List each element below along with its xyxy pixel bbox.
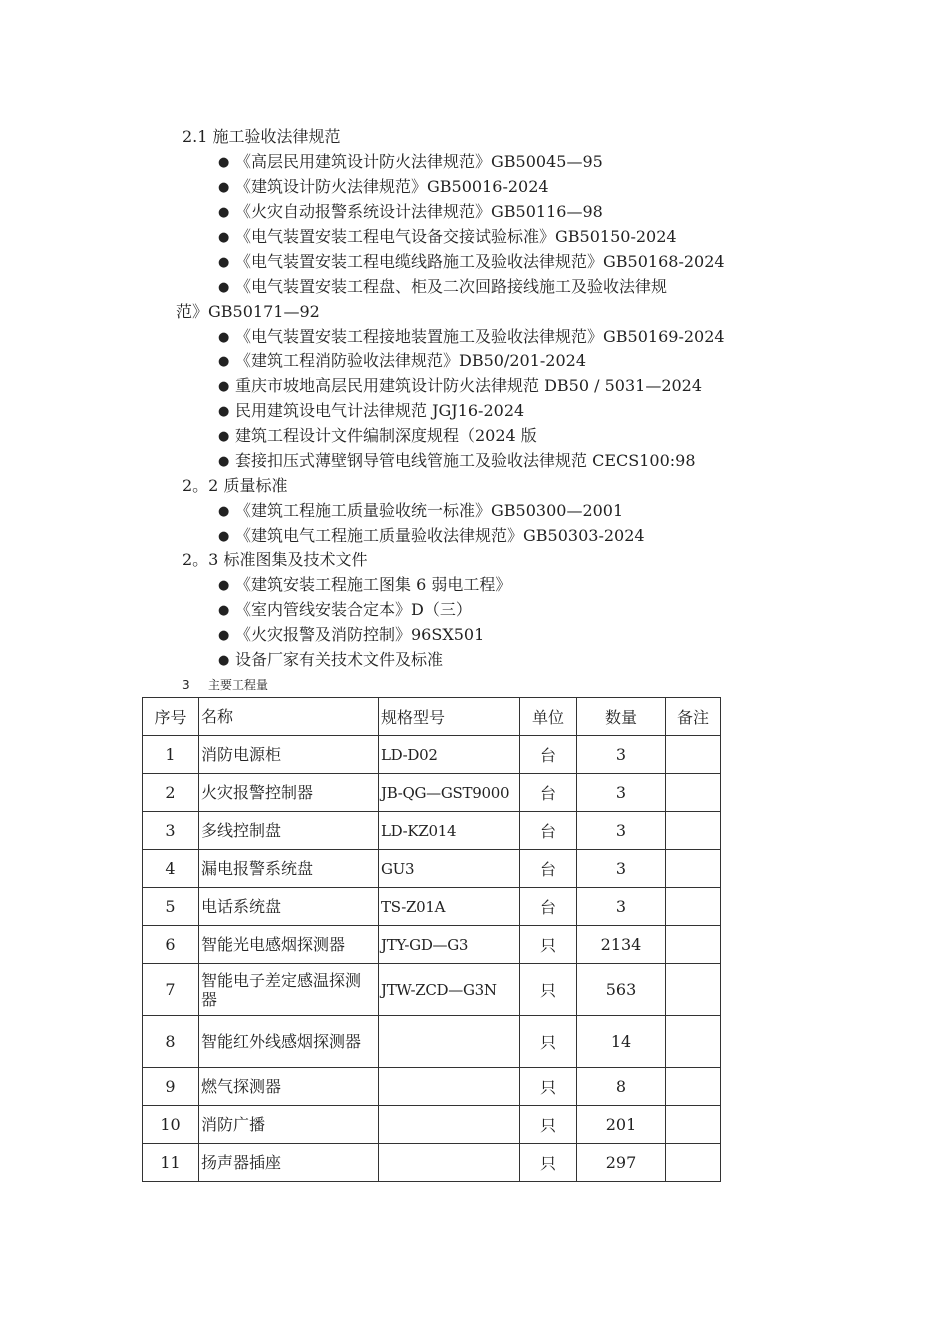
- cell-no: 11: [143, 1144, 199, 1182]
- list-item-text: 《高层民用建筑设计防火法律规范》GB50045—95: [235, 152, 603, 171]
- list-item-text: 《室内管线安装合定本》D（三）: [235, 600, 472, 619]
- list-item-text: 设备厂家有关技术文件及标准: [235, 650, 444, 669]
- cell-unit: 台: [520, 812, 577, 850]
- list-item: [218, 574, 511, 597]
- cell-note: [666, 1068, 721, 1106]
- cell-note: [666, 1016, 721, 1068]
- list-item-text: 《建筑电气工程施工质量验收法律规范》GB50303-2024: [235, 526, 645, 545]
- table-row: [143, 812, 721, 850]
- list-item-text: 《建筑设计防火法律规范》GB50016-2024: [235, 177, 549, 196]
- cell-no: 9: [143, 1068, 199, 1106]
- cell-no: 1: [143, 736, 199, 774]
- list-item: [218, 176, 549, 199]
- cell-spec: [379, 1144, 520, 1182]
- cell-note: [666, 1106, 721, 1144]
- table-row: [143, 774, 721, 812]
- cell-name: 智能光电感烟探测器: [199, 926, 379, 964]
- list-item-text: 《火灾报警及消防控制》96SX501: [235, 625, 485, 644]
- list-item-text: 建筑工程设计文件编制深度规程（2024 版: [235, 426, 537, 445]
- cell-name: 电话系统盘: [199, 888, 379, 926]
- list-item: [218, 326, 725, 349]
- list-item: [218, 400, 524, 423]
- cell-qty: 297: [577, 1144, 666, 1182]
- column-header-qty: 数量: [577, 698, 666, 736]
- table-title-text: 主要工程量: [208, 678, 269, 692]
- table-row: [143, 926, 721, 964]
- cell-spec: GU3: [379, 850, 520, 888]
- column-header-spec: 规格型号: [379, 698, 520, 736]
- cell-unit: 只: [520, 1068, 577, 1106]
- list-item: [218, 500, 623, 523]
- cell-unit: 台: [520, 850, 577, 888]
- list-item: [218, 425, 537, 448]
- list-item-text: 民用建筑设电气计法律规范 JGJ16-2024: [235, 401, 525, 420]
- cell-spec: [379, 1068, 520, 1106]
- cell-name: 漏电报警系统盘: [199, 850, 379, 888]
- cell-no: 2: [143, 774, 199, 812]
- list-item: [218, 599, 472, 622]
- bullet-icon: ●: [218, 155, 230, 170]
- cell-qty: 14: [577, 1016, 666, 1068]
- list-item-text: 《电气装置安装工程盘、柜及二次回路接线施工及验收法律规: [235, 277, 668, 296]
- bullet-icon: ●: [218, 330, 230, 345]
- cell-spec: [379, 1016, 520, 1068]
- bullet-icon: ●: [218, 404, 230, 419]
- cell-unit: 台: [520, 774, 577, 812]
- list-item-text: 重庆市坡地高层民用建筑设计防火法律规范 DB50 / 5031—2024: [235, 376, 703, 395]
- list-item: [218, 350, 586, 373]
- table-row: [143, 1106, 721, 1144]
- table-row: [143, 850, 721, 888]
- cell-qty: 563: [577, 964, 666, 1016]
- cell-qty: 3: [577, 774, 666, 812]
- list-item-text: 《建筑工程施工质量验收统一标准》GB50300—2001: [235, 501, 624, 520]
- list-item: [218, 375, 702, 398]
- cell-qty: 3: [577, 812, 666, 850]
- cell-unit: 只: [520, 926, 577, 964]
- list-item-text: 《建筑安装工程施工图集 6 弱电工程》: [235, 575, 512, 594]
- list-item: [218, 276, 667, 299]
- cell-unit: 只: [520, 1016, 577, 1068]
- cell-spec: LD-D02: [379, 736, 520, 774]
- cell-spec: JTY-GD—G3: [379, 926, 520, 964]
- section-heading-2-1: 2.1 施工验收法律规范: [182, 127, 341, 146]
- bullet-icon: ●: [218, 504, 230, 519]
- bullet-icon: ●: [218, 529, 230, 544]
- cell-no: 4: [143, 850, 199, 888]
- table-row: [143, 1016, 721, 1068]
- bullet-icon: ●: [218, 454, 230, 469]
- cell-note: [666, 1144, 721, 1182]
- cell-qty: 3: [577, 736, 666, 774]
- cell-note: [666, 926, 721, 964]
- cell-note: [666, 736, 721, 774]
- cell-unit: 只: [520, 1144, 577, 1182]
- bullet-icon: ●: [218, 280, 230, 295]
- list-item-text: 《电气装置安装工程接地装置施工及验收法律规范》GB50169-2024: [235, 327, 725, 346]
- cell-name: 扬声器插座: [199, 1144, 379, 1182]
- table-header-row: [143, 698, 721, 736]
- bullet-icon: ●: [218, 255, 230, 270]
- cell-note: [666, 888, 721, 926]
- table-title-number: 3: [182, 678, 190, 692]
- cell-no: 7: [143, 964, 199, 1016]
- bullet-icon: ●: [218, 603, 230, 618]
- cell-name: 智能红外线感烟探测器: [199, 1016, 379, 1068]
- bullet-icon: ●: [218, 205, 230, 220]
- cell-name: 燃气探测器: [199, 1068, 379, 1106]
- cell-name: 消防电源柜: [199, 736, 379, 774]
- cell-name: 多线控制盘: [199, 812, 379, 850]
- cell-no: 5: [143, 888, 199, 926]
- cell-unit: 只: [520, 1106, 577, 1144]
- table-title: [182, 676, 268, 694]
- cell-spec: JB-QG—GST9000: [379, 774, 520, 812]
- list-item: [218, 649, 443, 672]
- list-item: [218, 525, 645, 548]
- cell-qty: 201: [577, 1106, 666, 1144]
- cell-qty: 3: [577, 888, 666, 926]
- column-header-note: 备注: [666, 698, 721, 736]
- bullet-icon: ●: [218, 578, 230, 593]
- bullet-icon: ●: [218, 354, 230, 369]
- cell-no: 8: [143, 1016, 199, 1068]
- cell-no: 3: [143, 812, 199, 850]
- list-item-text: 《建筑工程消防验收法律规范》DB50/201-2024: [235, 351, 587, 370]
- cell-unit: 只: [520, 964, 577, 1016]
- cell-spec: LD-KZ014: [379, 812, 520, 850]
- cell-note: [666, 774, 721, 812]
- column-header-no: 序号: [143, 698, 199, 736]
- bullet-icon: ●: [218, 653, 230, 668]
- table-row: [143, 888, 721, 926]
- list-item: [218, 151, 603, 174]
- bullet-icon: ●: [218, 379, 230, 394]
- cell-spec: TS-Z01A: [379, 888, 520, 926]
- list-item: [218, 201, 603, 224]
- bullet-icon: ●: [218, 230, 230, 245]
- cell-qty: 2134: [577, 926, 666, 964]
- list-item-text: 《火灾自动报警系统设计法律规范》GB50116—98: [235, 202, 603, 221]
- cell-unit: 台: [520, 736, 577, 774]
- bullet-icon: ●: [218, 429, 230, 444]
- section-heading-2-3: 2。3 标准图集及技术文件: [182, 550, 368, 569]
- list-item: [218, 624, 484, 647]
- bullet-icon: ●: [218, 628, 230, 643]
- table-row: [143, 1068, 721, 1106]
- list-item-text: 《电气装置安装工程电缆线路施工及验收法律规范》GB50168-2024: [235, 252, 725, 271]
- column-header-name: 名称: [199, 698, 379, 736]
- cell-unit: 台: [520, 888, 577, 926]
- cell-name: 火灾报警控制器: [199, 774, 379, 812]
- list-item-text: 套接扣压式薄壁钢导管电线管施工及验收法律规范 CECS100:98: [235, 451, 696, 470]
- table-row: [143, 1144, 721, 1182]
- cell-spec: [379, 1106, 520, 1144]
- bullet-icon: ●: [218, 180, 230, 195]
- cell-name: 消防广播: [199, 1106, 379, 1144]
- cell-no: 6: [143, 926, 199, 964]
- cell-name: 智能电子差定感温探测器: [199, 964, 379, 1016]
- list-item: [218, 251, 725, 274]
- list-item: [218, 226, 677, 249]
- cell-qty: 8: [577, 1068, 666, 1106]
- cell-spec: JTW-ZCD—G3N: [379, 964, 520, 1016]
- cell-note: [666, 812, 721, 850]
- list-item-text: 《电气装置安装工程电气设备交接试验标准》GB50150-2024: [235, 227, 677, 246]
- cell-note: [666, 964, 721, 1016]
- table-row: [143, 736, 721, 774]
- table-row: [143, 964, 721, 1016]
- list-item: [218, 450, 696, 473]
- cell-note: [666, 850, 721, 888]
- section-heading-2-2: 2。2 质量标准: [182, 476, 288, 495]
- quantity-table: [142, 697, 721, 1182]
- cell-no: 10: [143, 1106, 199, 1144]
- list-item-continuation: 范》GB50171—92: [176, 302, 320, 321]
- column-header-unit: 单位: [520, 698, 577, 736]
- cell-qty: 3: [577, 850, 666, 888]
